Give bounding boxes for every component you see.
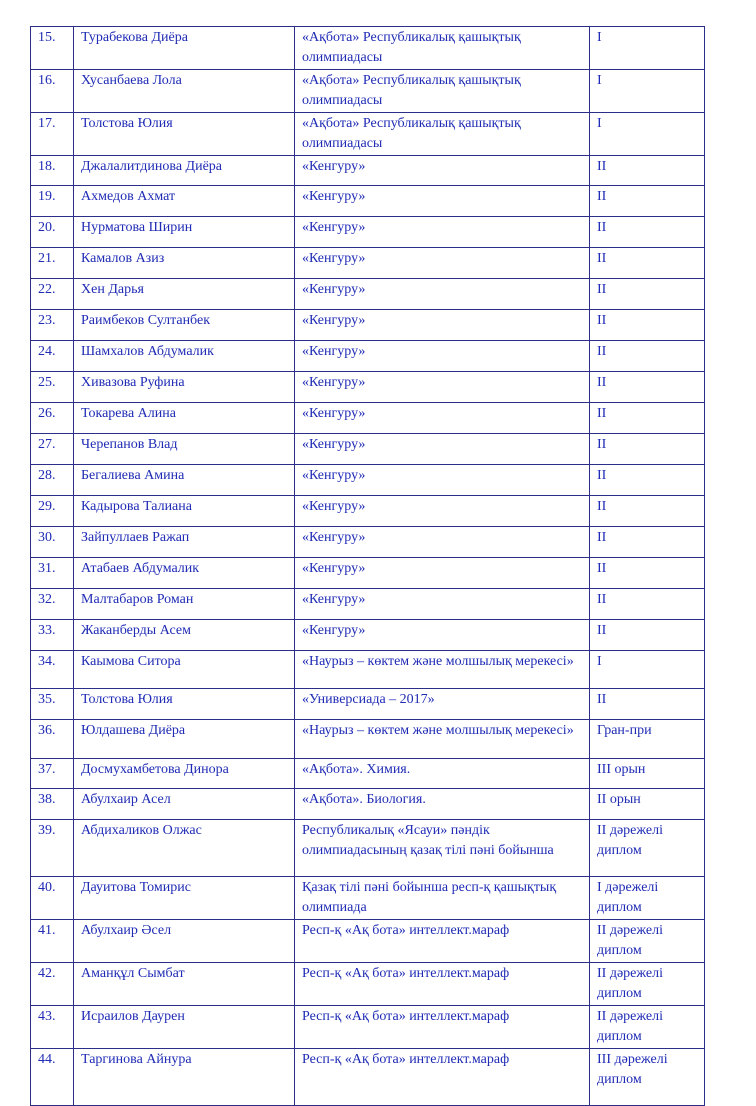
competition-name: «Универсиада – 2017» <box>295 689 590 720</box>
table-row <box>31 372 705 403</box>
competition-name: «Кенгуру» <box>295 589 590 620</box>
award-level: Гран-при <box>590 720 705 759</box>
competition-name: «Кенгуру» <box>295 279 590 310</box>
table-row <box>31 759 705 789</box>
table-row <box>31 156 705 186</box>
row-number: 37. <box>31 759 74 789</box>
row-number: 24. <box>31 341 74 372</box>
table-row <box>31 1049 705 1106</box>
row-number: 44. <box>31 1049 74 1106</box>
competition-name: «Ақбота» Республикалық қашықтық олимпиадасы <box>295 27 590 70</box>
student-name: Атабаев Абдумалик <box>74 558 295 589</box>
row-number: 19. <box>31 186 74 217</box>
table-row <box>31 589 705 620</box>
award-level: III орын <box>590 759 705 789</box>
row-number: 33. <box>31 620 74 651</box>
competition-name: «Кенгуру» <box>295 496 590 527</box>
award-level: II дәрежелі диплом <box>590 920 705 963</box>
competition-name: «Кенгуру» <box>295 527 590 558</box>
competition-name: «Кенгуру» <box>295 465 590 496</box>
award-level: II <box>590 372 705 403</box>
award-level: II <box>590 465 705 496</box>
student-name: Аманқұл Сымбат <box>74 963 295 1006</box>
table-body <box>31 27 705 1106</box>
row-number: 38. <box>31 789 74 820</box>
competition-name: Респ-қ «Ақ бота» интеллект.мараф <box>295 1006 590 1049</box>
competition-name: Респ-қ «Ақ бота» интеллект.мараф <box>295 920 590 963</box>
student-name: Досмухамбетова Динора <box>74 759 295 789</box>
award-level: I дәрежелі диплом <box>590 877 705 920</box>
student-name: Таргинова Айнура <box>74 1049 295 1106</box>
row-number: 36. <box>31 720 74 759</box>
student-name: Юлдашева Диёра <box>74 720 295 759</box>
row-number: 27. <box>31 434 74 465</box>
student-name: Нурматова Ширин <box>74 217 295 248</box>
row-number: 40. <box>31 877 74 920</box>
student-name: Абулхаир Әсел <box>74 920 295 963</box>
competition-name: «Кенгуру» <box>295 434 590 465</box>
table-row <box>31 186 705 217</box>
award-level: I <box>590 27 705 70</box>
award-level: II <box>590 434 705 465</box>
student-name: Толстова Юлия <box>74 113 295 156</box>
table-row <box>31 403 705 434</box>
table-row <box>31 527 705 558</box>
competition-name: Респ-қ «Ақ бота» интеллект.мараф <box>295 1049 590 1106</box>
competition-name: «Кенгуру» <box>295 403 590 434</box>
award-level: II <box>590 620 705 651</box>
row-number: 25. <box>31 372 74 403</box>
table-row <box>31 920 705 963</box>
student-name: Абулхаир Асел <box>74 789 295 820</box>
competition-name: «Ақбота» Республикалық қашықтық олимпиадасы <box>295 113 590 156</box>
award-level: II дәрежелі диплом <box>590 820 705 877</box>
table-row <box>31 558 705 589</box>
table-row <box>31 651 705 689</box>
student-name: Кадырова Талиана <box>74 496 295 527</box>
competition-name: Республикалық «Ясауи» пәндік олимпиадасының қазақ тілі пәні бойынша <box>295 820 590 877</box>
student-name: Малтабаров Роман <box>74 589 295 620</box>
competition-name: «Кенгуру» <box>295 310 590 341</box>
table-row <box>31 620 705 651</box>
table-row <box>31 465 705 496</box>
award-level: II <box>590 341 705 372</box>
student-name: Зайпуллаев Ражап <box>74 527 295 558</box>
row-number: 20. <box>31 217 74 248</box>
award-level: II <box>590 589 705 620</box>
competition-name: Қазақ тілі пәні бойынша респ-қ қашықтық олимпиада <box>295 877 590 920</box>
student-name: Исраилов Даурен <box>74 1006 295 1049</box>
competition-name: «Кенгуру» <box>295 341 590 372</box>
row-number: 28. <box>31 465 74 496</box>
results-table <box>30 26 705 1106</box>
award-level: II дәрежелі диплом <box>590 963 705 1006</box>
award-level: I <box>590 113 705 156</box>
table-row <box>31 341 705 372</box>
row-number: 21. <box>31 248 74 279</box>
award-level: II <box>590 496 705 527</box>
row-number: 16. <box>31 70 74 113</box>
student-name: Камалов Азиз <box>74 248 295 279</box>
table-row <box>31 70 705 113</box>
table-row <box>31 720 705 759</box>
competition-name: «Ақбота». Химия. <box>295 759 590 789</box>
student-name: Жаканберды Асем <box>74 620 295 651</box>
student-name: Хен Дарья <box>74 279 295 310</box>
award-level: II <box>590 689 705 720</box>
row-number: 43. <box>31 1006 74 1049</box>
competition-name: «Наурыз – көктем және молшылық мерекесі» <box>295 720 590 759</box>
competition-name: «Наурыз – көктем және молшылық мерекесі» <box>295 651 590 689</box>
student-name: Ахмедов Ахмат <box>74 186 295 217</box>
competition-name: «Кенгуру» <box>295 248 590 279</box>
row-number: 29. <box>31 496 74 527</box>
table-row <box>31 1006 705 1049</box>
student-name: Хивазова Руфина <box>74 372 295 403</box>
row-number: 31. <box>31 558 74 589</box>
award-level: II <box>590 403 705 434</box>
competition-name: «Кенгуру» <box>295 186 590 217</box>
row-number: 30. <box>31 527 74 558</box>
award-level: II орын <box>590 789 705 820</box>
award-level: II <box>590 279 705 310</box>
award-level: III дәрежелі диплом <box>590 1049 705 1106</box>
award-level: II <box>590 156 705 186</box>
student-name: Хусанбаева Лола <box>74 70 295 113</box>
row-number: 22. <box>31 279 74 310</box>
table-row <box>31 217 705 248</box>
student-name: Джалалитдинова Диёра <box>74 156 295 186</box>
row-number: 18. <box>31 156 74 186</box>
student-name: Дауитова Томирис <box>74 877 295 920</box>
student-name: Раимбеков Султанбек <box>74 310 295 341</box>
award-level: I <box>590 651 705 689</box>
student-name: Каымова Ситора <box>74 651 295 689</box>
row-number: 42. <box>31 963 74 1006</box>
row-number: 17. <box>31 113 74 156</box>
table-row <box>31 789 705 820</box>
table-row <box>31 877 705 920</box>
competition-name: «Кенгуру» <box>295 156 590 186</box>
table-row <box>31 496 705 527</box>
competition-name: «Ақбота» Республикалық қашықтық олимпиадасы <box>295 70 590 113</box>
row-number: 32. <box>31 589 74 620</box>
student-name: Бегалиева Амина <box>74 465 295 496</box>
row-number: 23. <box>31 310 74 341</box>
row-number: 39. <box>31 820 74 877</box>
competition-name: «Кенгуру» <box>295 558 590 589</box>
award-level: II <box>590 217 705 248</box>
table-row <box>31 248 705 279</box>
table-row <box>31 689 705 720</box>
competition-name: Респ-қ «Ақ бота» интеллект.мараф <box>295 963 590 1006</box>
award-level: I <box>590 70 705 113</box>
table-row <box>31 963 705 1006</box>
award-level: II <box>590 527 705 558</box>
student-name: Абдихаликов Олжас <box>74 820 295 877</box>
row-number: 34. <box>31 651 74 689</box>
student-name: Толстова Юлия <box>74 689 295 720</box>
award-level: II <box>590 186 705 217</box>
competition-name: «Кенгуру» <box>295 620 590 651</box>
table-row <box>31 279 705 310</box>
award-level: II дәрежелі диплом <box>590 1006 705 1049</box>
table-row <box>31 27 705 70</box>
competition-name: «Кенгуру» <box>295 217 590 248</box>
table-row <box>31 434 705 465</box>
award-level: II <box>590 558 705 589</box>
award-level: II <box>590 310 705 341</box>
table-row <box>31 310 705 341</box>
row-number: 35. <box>31 689 74 720</box>
student-name: Черепанов Влад <box>74 434 295 465</box>
row-number: 15. <box>31 27 74 70</box>
competition-name: «Кенгуру» <box>295 372 590 403</box>
student-name: Токарева Алина <box>74 403 295 434</box>
competition-name: «Ақбота». Биология. <box>295 789 590 820</box>
table-row <box>31 820 705 877</box>
table-row <box>31 113 705 156</box>
student-name: Шамхалов Абдумалик <box>74 341 295 372</box>
award-level: II <box>590 248 705 279</box>
row-number: 26. <box>31 403 74 434</box>
row-number: 41. <box>31 920 74 963</box>
student-name: Турабекова Диёра <box>74 27 295 70</box>
